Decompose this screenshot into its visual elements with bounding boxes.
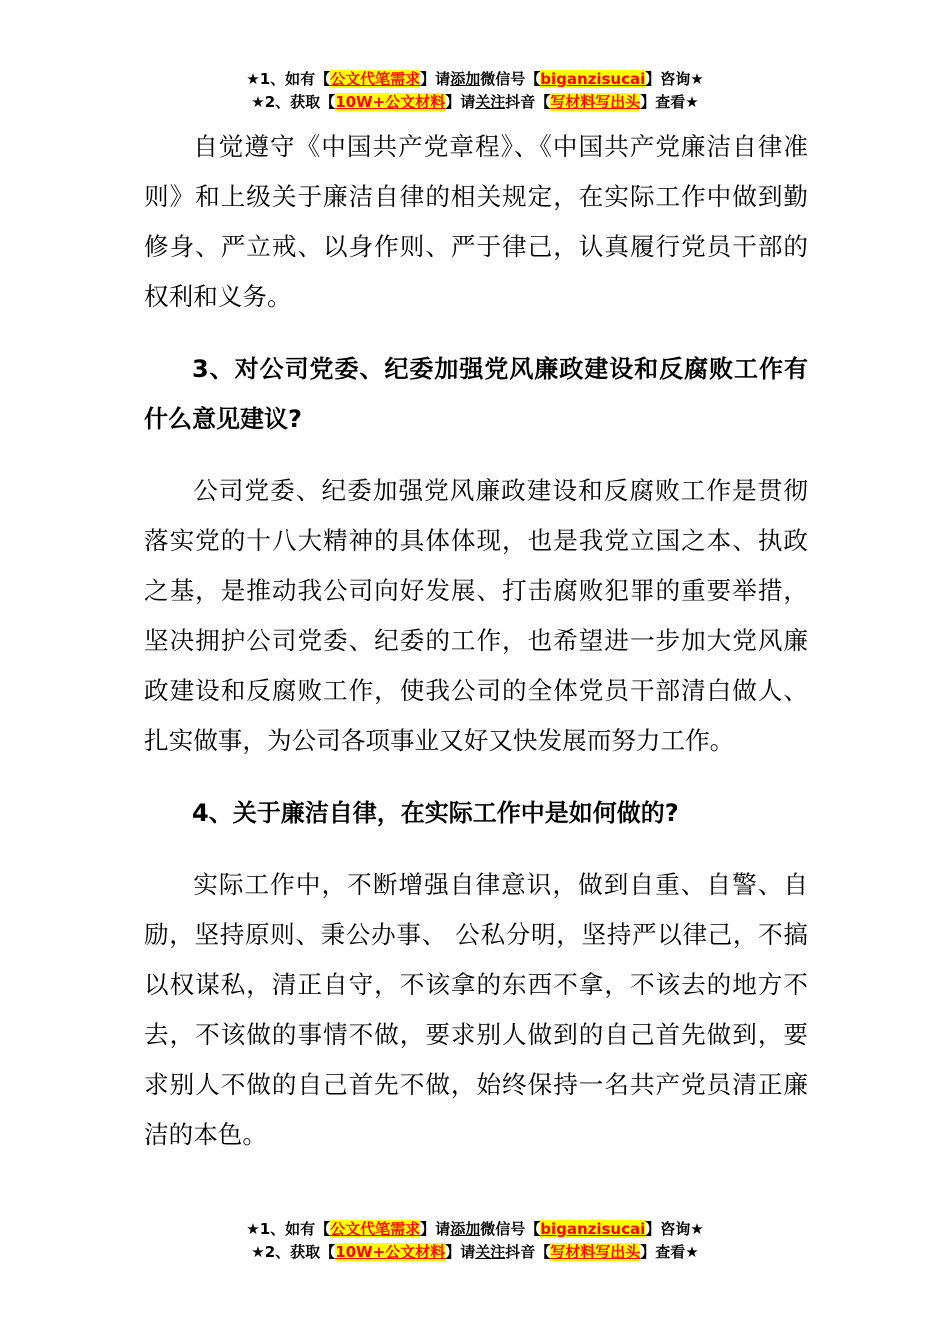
banner-underlined: 添加 (450, 1220, 481, 1238)
banner-text: 】查看★ (640, 1243, 699, 1261)
banner-text: 微信号【 (480, 1220, 541, 1238)
banner-line-1 (0, 1218, 950, 1241)
banner-underlined: 添加 (450, 70, 481, 88)
footer-banner (0, 1218, 950, 1264)
header-banner (0, 68, 950, 114)
banner-text: 抖音【 (505, 93, 551, 111)
question-heading-3: 3、对公司党委、纪委加强党风廉政建设和反腐败工作有什么意见建议? (144, 355, 808, 433)
highlight-service: 公文代笔需求 (330, 1220, 421, 1238)
banner-text: ★2、获取【 (251, 93, 336, 111)
paragraph-suggestions: 公司党委、纪委加强党风廉政建设和反腐败工作是贯彻落实党的十八大精神的具体体现，也是我党立国之本、执政之基，是推动我公司向好发展、打击腐败犯罪的重要举措，坚决拥护公司党委、纪委的工作，也希望进一步加大党风廉政建设和反腐败工作，使我公司的全体党员干部清白做人、扎实做事，为公司各项事业又好又快发展而努力工作。 (144, 476, 808, 755)
highlight-wechat-id: biganzisucai (540, 1220, 646, 1238)
highlight-materials: 10W+公文材料 (335, 1243, 446, 1261)
banner-line-2 (0, 91, 950, 114)
banner-text: 】请 (445, 1243, 476, 1261)
document-body (144, 122, 808, 1160)
highlight-materials: 10W+公文材料 (335, 93, 446, 111)
question-heading-4: 4、关于廉洁自律，在实际工作中是如何做的? (192, 799, 679, 827)
paragraph-self-discipline: 自觉遵守《中国共产党章程》、《中国共产党廉洁自律准则》和上级关于廉洁自律的相关规定，在实际工作中做到勤修身、严立戒、以身作则、严于律己，认真履行党员干部的权利和义务。 (144, 132, 808, 311)
banner-text: 】查看★ (640, 93, 699, 111)
banner-line-2 (0, 1241, 950, 1264)
banner-text: 】请 (420, 1220, 451, 1238)
banner-text: ★2、获取【 (251, 1243, 336, 1261)
banner-text: ★1、如有【 (246, 1220, 331, 1238)
highlight-douyin-id: 写材料写出头 (550, 1243, 641, 1261)
banner-text: ★1、如有【 (246, 70, 331, 88)
banner-underlined: 关注 (475, 1243, 506, 1261)
highlight-service: 公文代笔需求 (330, 70, 421, 88)
highlight-wechat-id: biganzisucai (540, 70, 646, 88)
banner-text: 】咨询★ (645, 1220, 704, 1238)
banner-text: 】咨询★ (645, 70, 704, 88)
banner-text: 】请 (420, 70, 451, 88)
banner-text: 微信号【 (480, 70, 541, 88)
banner-text: 抖音【 (505, 1243, 551, 1261)
banner-text: 】请 (445, 93, 476, 111)
highlight-douyin-id: 写材料写出头 (550, 93, 641, 111)
paragraph-practice: 实际工作中，不断增强自律意识，做到自重、自警、自励，坚持原则、秉公办事、 公私分明，坚持严以律己，不搞以权谋私，清正自守，不该拿的东西不拿，不该去的地方不去，不该做的事情不做，要求别人做到的自己首先做到，要求别人不做的自己首先不做，始终保持一名共产党员清正廉洁的本色。 (144, 870, 808, 1149)
banner-line-1 (0, 68, 950, 91)
banner-underlined: 关注 (475, 93, 506, 111)
